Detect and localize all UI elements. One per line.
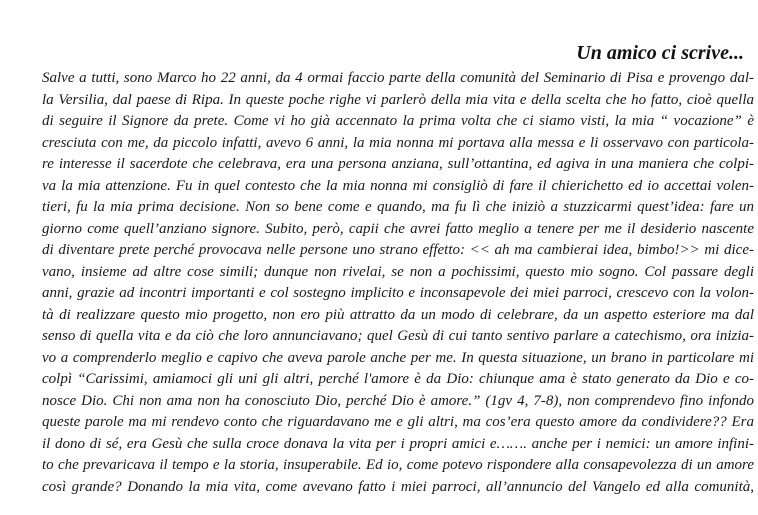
body-line: anni, grazie ad incontri importanti e col sostegno implicito e inconsapevole dei miei parroci, crescevo con la volon- — [42, 285, 754, 301]
body-line: cresciuta con me, da piccolo infatti, avevo 6 anni, la mia nonna mi portava alla messa e li osservavo con particola- — [42, 134, 754, 151]
body-line: tà di realizzare questo mio progetto, non ero più attratto da un modo di celebrare, da un aspetto esteriore ma dal — [42, 306, 754, 323]
body-line: Salve a tutti, sono Marco ho 22 anni, da 4 ormai faccio parte della comunità del Seminario di Pisa e provengo dal- — [42, 70, 754, 86]
article-body — [42, 68, 754, 498]
body-line: senso di quella vita e da ciò che loro annunciavano; quel Gesù di cui tanto sentivo parlare a catechismo, ora inizia- — [42, 328, 754, 344]
body-line: così grande? Donando la mia vita, come avevano fatto i miei parroci, all’annuncio del Vangelo ed alla comunità, — [42, 478, 754, 495]
body-line: vano, insieme ad altre cose simili; dunque non rivelai, se non a pochissimi, questo mio sogno. Col passare degli — [42, 263, 754, 280]
body-line: la Versilia, dal paese di Ripa. In queste poche righe vi parlerò della mia vita e della scelta che ho fatto, cioè quella — [42, 91, 754, 108]
body-line: queste parole ma mi rendevo conto che riguardavano me e gli altri, ma cos’era questo amore da condividere?? Era — [42, 414, 754, 430]
body-line: di seguire il Signore da prete. Come vi ho già accennato la prima volta che ci siamo visti, la mia “ vocazione” è — [42, 113, 754, 129]
body-line: nosce Dio. Chi non ama non ha conosciuto Dio, perché Dio è amore.” (1gv 4, 7-8), non comprendevo fino infondo — [42, 392, 754, 409]
body-line: tieri, fu la mia prima decisione. Non so bene come e quando, ma fu lì che iniziò a stuzzicarmi quest’idea: fare un — [42, 199, 754, 215]
body-line: vo a comprenderlo meglio e capivo che aveva parole anche per me. In questa situazione, un brano in particolare mi — [42, 349, 754, 366]
body-line: giorno come quell’anziano signore. Subito, però, capii che avrei fatto meglio a tenere per me il desiderio nascente — [42, 220, 754, 237]
body-line: il dono di sé, era Gesù che sulla croce donava la vita per i propri amici e……. anche per i nemici: un amore infini- — [42, 435, 754, 452]
body-line: to che prevaricava il tempo e la storia, insuperabile. Ed io, come potevo rispondere alla consapevolezza di un amore — [42, 457, 754, 473]
article-title: Un amico ci scrive... — [576, 42, 744, 64]
body-line: re interesse il sacerdote che celebrava, era una persona anziana, sull’ottantina, ed agiva in una maniera che colpi- — [42, 156, 754, 172]
body-line: va la mia attenzione. Fu in quel contesto che la mia nonna mi consigliò di fare il chierichetto ed io accettai volen- — [42, 177, 754, 194]
body-line: di diventare prete perché provocava nelle persone uno strano effetto: << ah ma cambierai idea, bimbo!>> mi dice- — [42, 242, 754, 258]
body-line: colpì “Carissimi, amiamoci gli uni gli altri, perché l'amore è da Dio: chiunque ama è stato generato da Dio e co- — [42, 371, 754, 387]
